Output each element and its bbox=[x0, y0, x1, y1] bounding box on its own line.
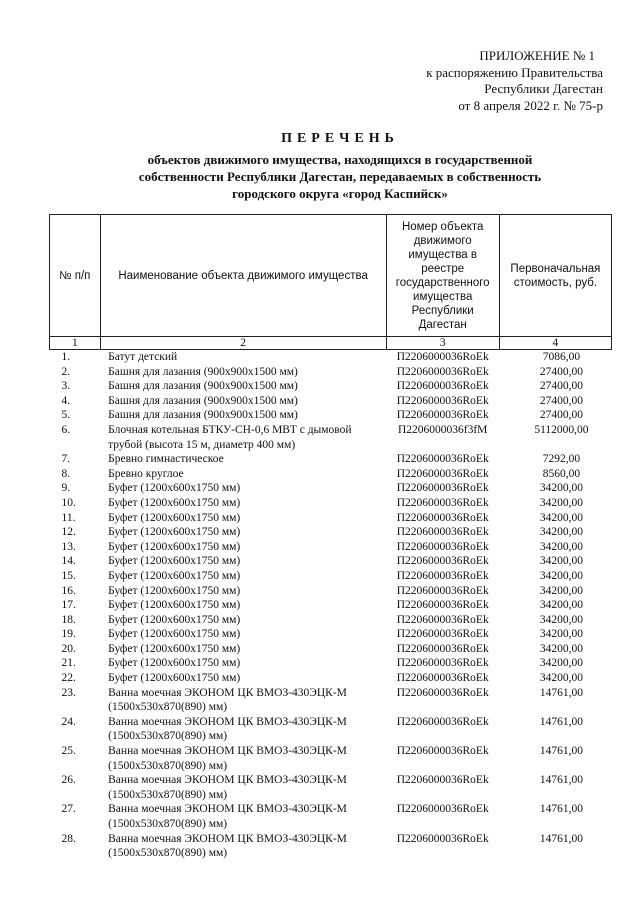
table-row bbox=[50, 365, 612, 380]
item-name: Буфет (1200х600х1750 мм) bbox=[108, 555, 241, 568]
item-name: Батут детский bbox=[108, 351, 178, 363]
row-number: 12. bbox=[61, 526, 76, 539]
row-number: 5. bbox=[61, 409, 71, 422]
item-name: Блочная котельная БТКУ-СН-0,6 МВТ с дымовой трубой (высота 15 м, диаметр 400 мм) bbox=[108, 423, 352, 451]
initial-cost: 27400,00 bbox=[539, 365, 583, 378]
initial-cost: 14761,00 bbox=[539, 745, 583, 758]
property-table bbox=[49, 214, 612, 861]
row-number: 8. bbox=[61, 467, 71, 480]
initial-cost: 34200,00 bbox=[539, 496, 583, 509]
table-row bbox=[50, 656, 612, 671]
item-name: Ванна моечная ЭКОНОМ ЦК ВМОЗ-430ЭЦК-М (1500х530х870(890) мм) bbox=[108, 803, 347, 830]
initial-cost: 27400,00 bbox=[539, 409, 583, 422]
appendix-date: от 8 апреля 2022 г. № 75-р bbox=[458, 97, 603, 113]
registry-number: П2206000036RoEk bbox=[396, 351, 489, 363]
table-row bbox=[50, 423, 612, 452]
row-number: 26. bbox=[61, 774, 76, 787]
appendix-block bbox=[426, 48, 603, 114]
item-name: Башня для лазания (900х900х1500 мм) bbox=[108, 409, 298, 422]
registry-number: П2206000036RoEk bbox=[396, 482, 489, 495]
initial-cost: 7292,00 bbox=[542, 453, 581, 466]
row-number: 10. bbox=[61, 496, 76, 509]
initial-cost: 34200,00 bbox=[539, 657, 583, 670]
row-number: 11. bbox=[61, 511, 76, 524]
item-name: Бревно круглое bbox=[108, 467, 184, 480]
table-row bbox=[50, 627, 612, 642]
title-line: собственности Республики Дагестан, передаваемых в собственность bbox=[138, 169, 542, 184]
table-row bbox=[50, 773, 612, 802]
table-row bbox=[50, 598, 612, 613]
title-heading: ПЕРЕЧЕНЬ bbox=[281, 131, 399, 146]
col-number: 2 bbox=[100, 337, 386, 350]
initial-cost: 34200,00 bbox=[539, 628, 583, 641]
col-number: 3 bbox=[386, 337, 499, 350]
appendix-line: к распоряжению Правительства bbox=[426, 64, 603, 80]
table-row bbox=[50, 642, 612, 657]
item-name: Ванна моечная ЭКОНОМ ЦК ВМОЗ-430ЭЦК-М (1500х530х870(890) мм) bbox=[108, 832, 347, 860]
row-number: 25. bbox=[61, 745, 76, 758]
item-name: Башня для лазания (900х900х1500 мм) bbox=[108, 365, 298, 378]
table-row bbox=[50, 554, 612, 569]
initial-cost: 34200,00 bbox=[539, 642, 583, 655]
table-row bbox=[50, 802, 612, 831]
initial-cost: 14761,00 bbox=[539, 774, 583, 787]
col-number: 1 bbox=[50, 337, 101, 350]
registry-number: П2206000036RoEk bbox=[396, 657, 489, 670]
title-line: объектов движимого имущества, находящихся в государственной bbox=[147, 152, 533, 167]
row-number: 17. bbox=[61, 599, 76, 612]
row-number: 24. bbox=[61, 715, 76, 728]
table-row bbox=[50, 525, 612, 540]
item-name: Буфет (1200х600х1750 мм) bbox=[108, 569, 241, 582]
row-number: 19. bbox=[61, 628, 76, 641]
table-row bbox=[50, 452, 612, 467]
registry-number: П2206000036RoEk bbox=[396, 584, 489, 597]
item-name: Буфет (1200х600х1750 мм) bbox=[108, 496, 241, 509]
appendix-title: ПРИЛОЖЕНИЕ № 1 bbox=[479, 48, 595, 63]
registry-number: П2206000036RoEk bbox=[396, 511, 489, 524]
row-number: 23. bbox=[61, 686, 76, 699]
registry-number: П2206000036RoEk bbox=[396, 540, 489, 553]
row-number: 20. bbox=[61, 642, 76, 655]
registry-number: П2206000036RoEk bbox=[396, 409, 489, 422]
item-name: Ванна моечная ЭКОНОМ ЦК ВМОЗ-430ЭЦК-М (1500х530х870(890) мм) bbox=[108, 715, 347, 743]
registry-number: П2206000036f3fM bbox=[397, 423, 488, 436]
initial-cost: 34200,00 bbox=[539, 672, 583, 685]
header-reg: Номер объекта движимого имущества в реестре государственного имущества Республики Дагестан bbox=[386, 215, 499, 337]
title-line: городского округа «город Каспийск» bbox=[232, 186, 448, 201]
row-number: 28. bbox=[61, 832, 76, 845]
row-number: 4. bbox=[61, 394, 71, 407]
initial-cost: 8560,00 bbox=[542, 467, 581, 480]
registry-number: П2206000036RoEk bbox=[396, 380, 489, 393]
row-number: 21. bbox=[61, 657, 76, 670]
table-body bbox=[50, 350, 612, 861]
row-number: 14. bbox=[61, 555, 76, 568]
item-name: Буфет (1200х600х1750 мм) bbox=[108, 584, 241, 597]
table-row bbox=[50, 584, 612, 599]
initial-cost: 34200,00 bbox=[539, 584, 583, 597]
row-number: 1. bbox=[61, 351, 71, 363]
registry-number: П2206000036RoEk bbox=[396, 365, 489, 378]
col-number: 4 bbox=[499, 337, 611, 350]
initial-cost: 34200,00 bbox=[539, 569, 583, 582]
row-number: 16. bbox=[61, 584, 76, 597]
registry-number: П2206000036RoEk bbox=[396, 774, 489, 787]
table-row bbox=[50, 379, 612, 394]
registry-number: П2206000036RoEk bbox=[396, 453, 489, 466]
table-row bbox=[50, 744, 612, 773]
item-name: Буфет (1200х600х1750 мм) bbox=[108, 672, 241, 685]
table-row bbox=[50, 569, 612, 584]
item-name: Буфет (1200х600х1750 мм) bbox=[108, 657, 241, 670]
initial-cost: 34200,00 bbox=[539, 482, 583, 495]
table-row bbox=[50, 613, 612, 628]
item-name: Буфет (1200х600х1750 мм) bbox=[108, 642, 241, 655]
registry-number: П2206000036RoEk bbox=[396, 555, 489, 568]
row-number: 2. bbox=[61, 365, 71, 378]
row-number: 27. bbox=[61, 803, 76, 816]
initial-cost: 7086,00 bbox=[542, 351, 581, 363]
initial-cost: 34200,00 bbox=[539, 555, 583, 568]
row-number: 7. bbox=[61, 453, 71, 466]
table-row bbox=[50, 832, 612, 861]
item-name: Буфет (1200х600х1750 мм) bbox=[108, 511, 241, 524]
item-name: Буфет (1200х600х1750 мм) bbox=[108, 540, 241, 553]
registry-number: П2206000036RoEk bbox=[396, 672, 489, 685]
registry-number: П2206000036RoEk bbox=[396, 394, 489, 407]
registry-number: П2206000036RoEk bbox=[396, 686, 489, 699]
initial-cost: 34200,00 bbox=[539, 526, 583, 539]
row-number: 9. bbox=[61, 482, 71, 495]
registry-number: П2206000036RoEk bbox=[396, 745, 489, 758]
table-row bbox=[50, 394, 612, 409]
table-row bbox=[50, 671, 612, 686]
table-row bbox=[50, 686, 612, 715]
item-name: Башня для лазания (900х900х1500 мм) bbox=[108, 380, 298, 393]
registry-number: П2206000036RoEk bbox=[396, 832, 489, 845]
document-title bbox=[0, 131, 640, 202]
row-number: 18. bbox=[61, 613, 76, 626]
initial-cost: 14761,00 bbox=[539, 715, 583, 728]
item-name: Башня для лазания (900х900х1500 мм) bbox=[108, 394, 298, 407]
item-name: Ванна моечная ЭКОНОМ ЦК ВМОЗ-430ЭЦК-М (1500х530х870(890) мм) bbox=[108, 774, 347, 801]
initial-cost: 34200,00 bbox=[539, 511, 583, 524]
item-name: Буфет (1200х600х1750 мм) bbox=[108, 599, 241, 612]
registry-number: П2206000036RoEk bbox=[396, 803, 489, 816]
appendix-line: Республики Дагестан bbox=[484, 81, 603, 96]
header-cost: Первоначальная стоимость, руб. bbox=[499, 215, 611, 337]
table-row bbox=[50, 350, 612, 365]
registry-number: П2206000036RoEk bbox=[396, 599, 489, 612]
row-number: 6. bbox=[61, 423, 71, 436]
registry-number: П2206000036RoEk bbox=[396, 715, 489, 728]
registry-number: П2206000036RoEk bbox=[396, 613, 489, 626]
initial-cost: 27400,00 bbox=[539, 394, 583, 407]
registry-number: П2206000036RoEk bbox=[396, 467, 489, 480]
registry-number: П2206000036RoEk bbox=[396, 526, 489, 539]
initial-cost: 34200,00 bbox=[539, 613, 583, 626]
initial-cost: 34200,00 bbox=[539, 540, 583, 553]
item-name: Ванна моечная ЭКОНОМ ЦК ВМОЗ-430ЭЦК-М (1500х530х870(890) мм) bbox=[108, 686, 347, 714]
registry-number: П2206000036RoEk bbox=[396, 642, 489, 655]
row-number: 13. bbox=[61, 540, 76, 553]
table-row bbox=[50, 481, 612, 496]
row-number: 22. bbox=[61, 672, 76, 685]
table-row bbox=[50, 408, 612, 423]
row-number: 15. bbox=[61, 569, 76, 582]
item-name: Буфет (1200х600х1750 мм) bbox=[108, 628, 241, 641]
registry-number: П2206000036RoEk bbox=[396, 569, 489, 582]
initial-cost: 34200,00 bbox=[539, 599, 583, 612]
table-row bbox=[50, 496, 612, 511]
header-num: № п/п bbox=[50, 215, 101, 337]
item-name: Ванна моечная ЭКОНОМ ЦК ВМОЗ-430ЭЦК-М (1500х530х870(890) мм) bbox=[108, 745, 347, 772]
header-name: Наименование объекта движимого имущества bbox=[100, 215, 386, 337]
item-name: Буфет (1200х600х1750 мм) bbox=[108, 482, 241, 495]
initial-cost: 14761,00 bbox=[539, 832, 583, 845]
initial-cost: 5112000,00 bbox=[534, 423, 589, 436]
item-name: Буфет (1200х600х1750 мм) bbox=[108, 526, 241, 539]
table-row bbox=[50, 511, 612, 526]
initial-cost: 14761,00 bbox=[539, 803, 583, 816]
table-row bbox=[50, 467, 612, 482]
item-name: Бревно гимнастическое bbox=[108, 453, 224, 466]
item-name: Буфет (1200х600х1750 мм) bbox=[108, 613, 241, 626]
initial-cost: 27400,00 bbox=[539, 380, 583, 393]
table-row bbox=[50, 540, 612, 555]
initial-cost: 14761,00 bbox=[539, 686, 583, 699]
registry-number: П2206000036RoEk bbox=[396, 628, 489, 641]
registry-number: П2206000036RoEk bbox=[396, 496, 489, 509]
row-number: 3. bbox=[61, 380, 71, 393]
table-row bbox=[50, 715, 612, 744]
